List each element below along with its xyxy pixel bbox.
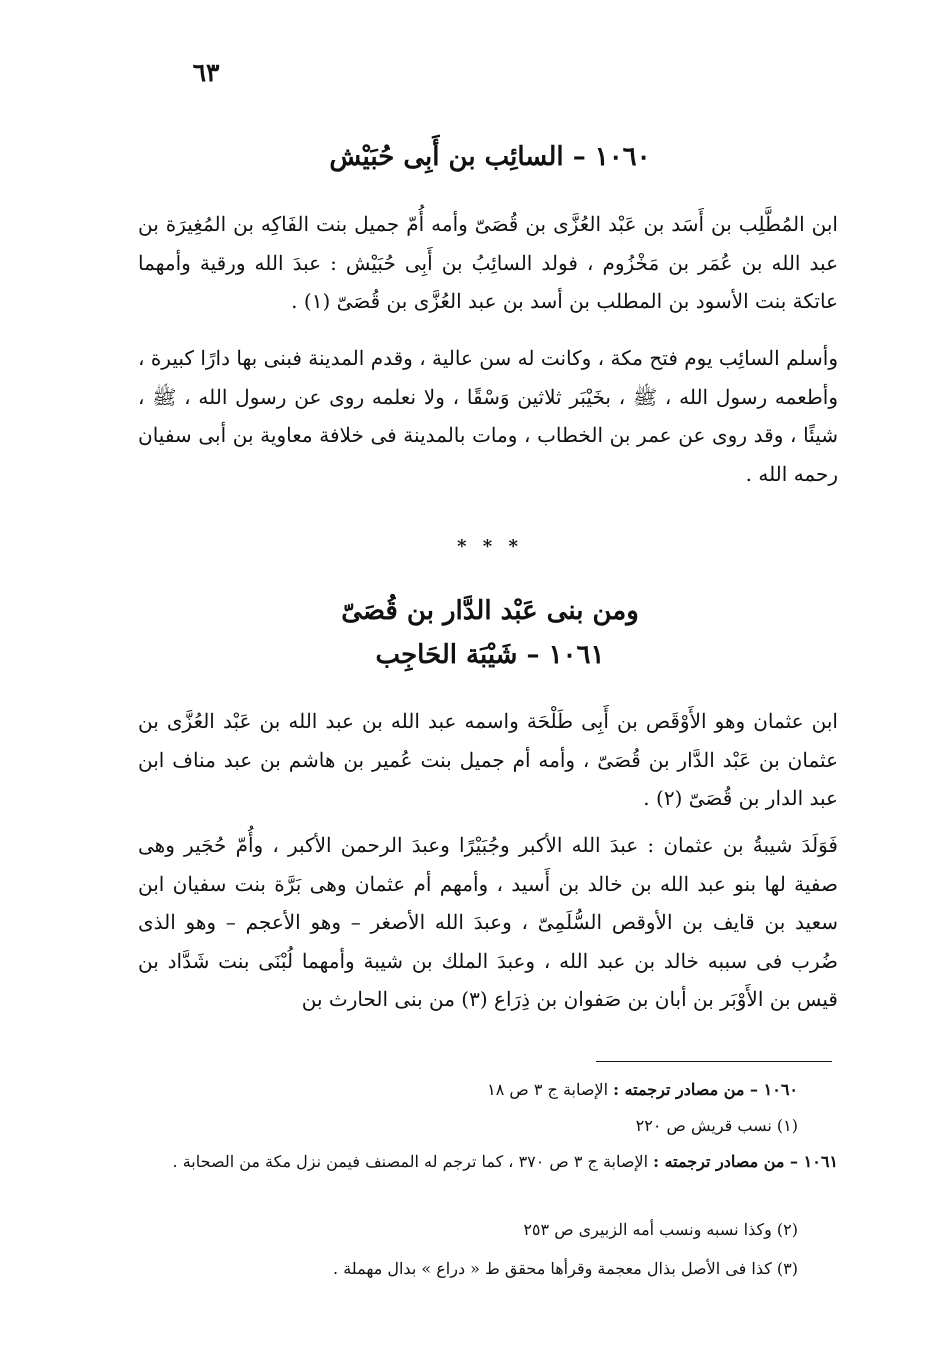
footnote-1061-text: الإصابة ج ٣ ص ٣٧٠ ، كما ترجم له المصنف فيمن نزل مكة من الصحابة .	[172, 1152, 649, 1171]
footnote-3: (٣) كذا فى الأصل بذال معجمة وقرأها محقق ط « دراع » بدال مهملة .	[333, 1259, 798, 1278]
footnote-1060-sources	[138, 1074, 838, 1105]
paragraph-1060-biography: وأسلم السائِب يوم فتح مكة ، وكانت له سن عالية ، وقدم المدينة فبنى بها دارًا كبيرة ، وأطعمه رسول الله ، ﷺ ، بخَيْبَر ثلاثين وَسْقًا ، ولا نعلمه روى عن رسول الله ، ﷺ ، شيئًا ، وقد روى عن عمر بن الخطاب ، ومات بالمدينة فى خلافة معاوية بن أبى سفيان رحمه الله .	[138, 346, 838, 486]
paragraph-1061-children: فَوَلَدَ شيبةُ بن عثمان : عبدَ الله الأكبر وجُبَيْرًا وعبدَ الرحمن الأكبر ، وأُمّ حُجَير وهى صفية لها بنو عبد الله بن خالد بن أَسيد ، وأمهم أم عثمان وهى بَرَّة بنت سفيان ابن سعيد بن قايف بن الأوقص السُّلَمِىّ ، وعبدَ الله الأصغر – وهو الأعجم – وهو الذى ضُرب فى سببه خالد بن عبد الله ، وعبدَ الملك بن شيبة وأمهما لُبْنَى بنت شَدَّاد بن قيس بن الأَوْبَر بن أبان بن صَفوان بن ذِرَاع (٣) من بنى الحارث بن	[138, 833, 838, 1011]
group-heading-abd-al-dar: ومن بنى عَبْد الدَّار بن قُصَىّ	[341, 596, 639, 626]
paragraph-1061-lineage: ابن عثمان وهو الأَوْقَص بن أَبِى طَلْحَة واسمه عبد الله بن عبد الله بن عَبْد العُزَّى بن عثمان بن عَبْد الدَّار بن قُصَىّ ، وأمه أم جميل بنت عُمير بن هاشم بن عبد مناف ابن عبد الدار بن قُصَىّ (٢) .	[138, 709, 838, 810]
footnote-1061-label: ١٠٦١ – من مصادر ترجمته :	[653, 1152, 838, 1171]
footnote-1: (١) نسب قريش ص ٢٢٠	[635, 1116, 798, 1135]
footnote-divider	[596, 1061, 832, 1062]
footnote-2: (٢) وكذا نسبه ونسب أمه الزبيرى ص ٢٥٣	[523, 1220, 798, 1239]
footnote-1060-label: ١٠٦٠ – من مصادر ترجمته :	[613, 1080, 798, 1099]
page-number: ٦٣	[192, 58, 220, 87]
footnote-1061-sources	[138, 1146, 838, 1177]
section-separator: * * *	[457, 536, 523, 557]
entry-heading-1060: ١٠٦٠ – السائِب بن أَبِى حُبَيْش	[329, 142, 651, 172]
paragraph-1060-lineage: ابن المُطَّلِب بن أَسَد بن عَبْد العُزَّى بن قُصَىّ وأمه أُمّ جميل بنت الفَاكِه بن المُغِيرَة بن عبد الله بن عُمَر بن مَخْزُوم ، فولد السائِبُ بن أَبِى حُبَيْش : عبدَ الله ورقية وأمهما عاتكة بنت الأسود بن المطلب بن أسد بن عبد العُزَّى بن قُصَىّ (١) .	[138, 212, 838, 313]
entry-heading-1061: ١٠٦١ – شَيْبَة الحَاجِب	[375, 640, 605, 670]
footnote-1060-text: الإصابة ج ٣ ص ١٨	[487, 1080, 609, 1099]
